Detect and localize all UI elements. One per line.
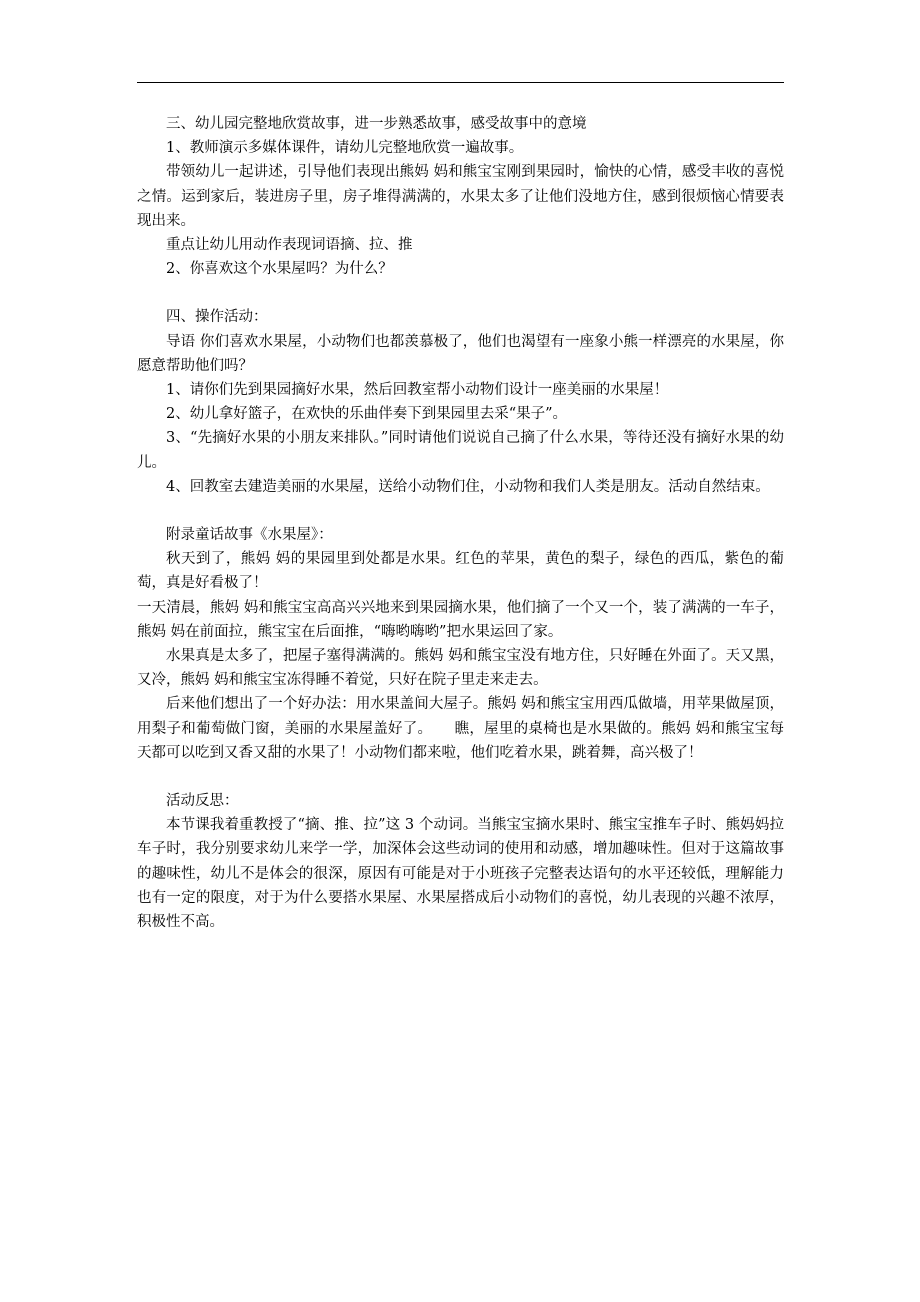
- header-rule: [137, 82, 784, 83]
- document-body: [137, 112, 784, 934]
- section3-paragraph-3: 重点让幼儿用动作表现词语摘、拉、推: [166, 237, 413, 254]
- section4-paragraph-2: 1、请你们先到果园摘好水果，然后回教室帮小动物们设计一座美丽的水果屋！: [166, 382, 669, 399]
- section3-paragraph-4: 2、你喜欢这个水果屋吗？为什么？: [166, 261, 393, 278]
- section4-paragraph-5: 4、回教室去建造美丽的水果屋，送给小动物们住，小动物和我们人类是朋友。活动自然结束。: [166, 478, 770, 495]
- appendix-paragraph-2: 一天清晨，熊妈 妈和熊宝宝高高兴兴地来到果园摘水果，他们摘了一个又一个，装了满满的一车子，熊妈 妈在前面拉，熊宝宝在后面推，“嗨哟嗨哟”把水果运回了家。: [137, 599, 784, 640]
- section-gap: [137, 281, 784, 305]
- section-gap: [137, 499, 784, 523]
- section3-heading: 三、幼儿园完整地欣赏故事，进一步熟悉故事，感受故事中的意境: [166, 116, 587, 132]
- section4-paragraph-4: 3、“先摘好水果的小朋友来排队。”同时请他们说说自己摘了什么水果，等待还没有摘好水果的幼儿。: [137, 430, 784, 471]
- appendix-heading: 附录童话故事《水果屋》：: [166, 527, 333, 544]
- appendix-paragraph-3: 水果真是太多了，把屋子塞得满满的。熊妈 妈和熊宝宝没有地方住，只好睡在外面了。天又黑，又冷，熊妈 妈和熊宝宝冻得睡不着觉，只好在院子里走来走去。: [137, 648, 784, 689]
- section4-heading: 四、操作活动：: [166, 309, 268, 326]
- reflection-heading: 活动反思：: [166, 793, 239, 810]
- section3-paragraph-2: 带领幼儿一起讲述，引导他们表现出熊妈 妈和熊宝宝刚到果园时，愉快的心情，感受丰收的喜悦之情。运到家后，装进房子里，房子堆得满满的，水果太多了让他们没地方住，感到很烦恼心情要表现出来。: [137, 164, 784, 229]
- reflection-paragraph-1: 本节课我着重教授了“摘、推、拉”这 3 个动词。当熊宝宝摘水果时、熊宝宝推车子时、熊妈妈拉车子时，我分别要求幼儿来学一学，加深体会这些动词的使用和动感，增加趣味性。但对于这篇故事的趣味性，幼儿不是体会的很深，原因有可能是对于小班孩子完整表达语句的水平还较低，理解能力也有一定的限度，对于为什么要搭水果屋、水果屋搭成后小动物们的喜悦，幼儿表现的兴趣不浓厚，积极性不高。: [137, 817, 784, 931]
- section4-paragraph-3: 2、幼儿拿好篮子，在欢快的乐曲伴奏下到果园里去采“果子”。: [166, 406, 568, 423]
- section3-paragraph-1: 1、教师演示多媒体课件，请幼儿完整地欣赏一遍故事。: [166, 140, 524, 157]
- section-gap: [137, 765, 784, 789]
- section4-paragraph-1: 导语 你们喜欢水果屋，小动物们也都羡慕极了，他们也渴望有一座象小熊一样漂亮的水果屋，你愿意帮助他们吗？: [137, 333, 784, 374]
- appendix-paragraph-1: 秋天到了，熊妈 妈的果园里到处都是水果。红色的苹果，黄色的梨子，绿色的西瓜，紫色的葡萄，真是好看极了！: [137, 551, 784, 592]
- appendix-paragraph-4: 后来他们想出了一个好办法：用水果盖间大屋子。熊妈 妈和熊宝宝用西瓜做墙，用苹果做屋顶，用梨子和葡萄做门窗，美丽的水果屋盖好了。 瞧，屋里的桌椅也是水果做的。熊妈 妈和熊宝宝每天都可以吃到又香又甜的水果了！小动物们都来啦，他们吃着水果，跳着舞，高兴极了！: [137, 696, 784, 761]
